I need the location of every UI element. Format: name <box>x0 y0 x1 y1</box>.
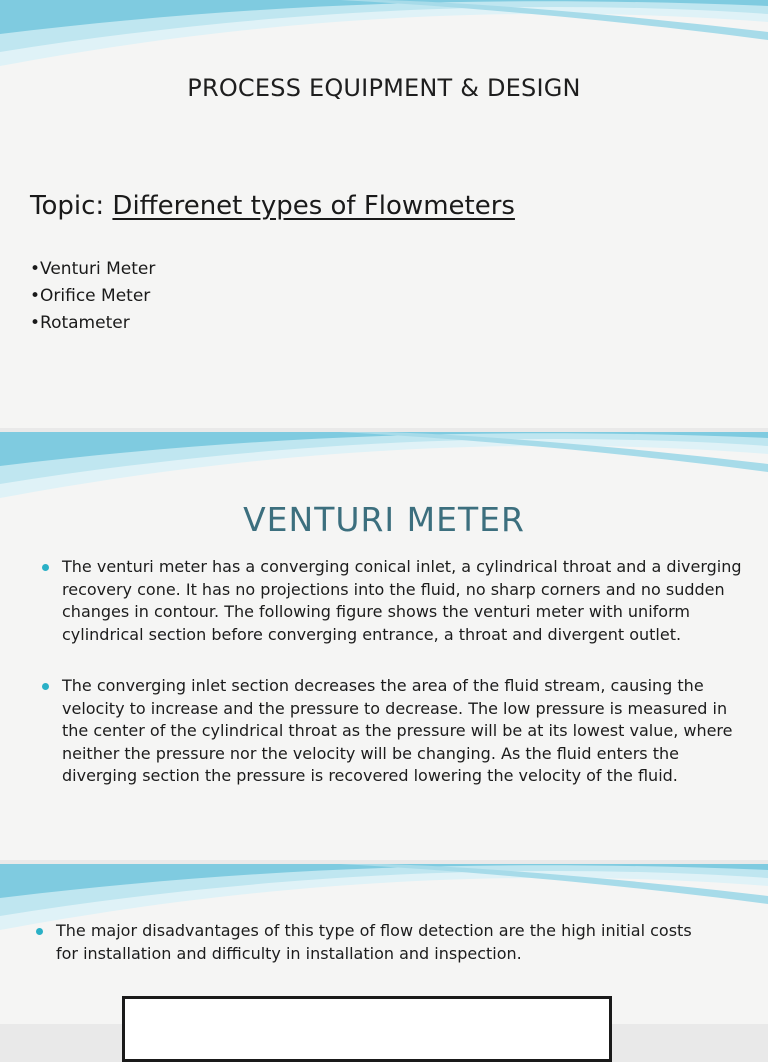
list-item: •Venturi Meter <box>30 259 156 279</box>
list-item: •Rotameter <box>30 313 130 333</box>
bullet-text: The major disadvantages of this type of flow detection are the high initial costs for installation and difficulty in installation and inspection. <box>56 921 692 963</box>
bullet-paragraph <box>56 920 706 965</box>
wave-decoration <box>0 0 768 80</box>
slide-title: VENTURI METER <box>243 500 525 539</box>
figure-frame <box>122 996 612 1062</box>
presentation-title: PROCESS EQUIPMENT & DESIGN <box>187 74 581 102</box>
topic-prefix: Topic: <box>30 191 113 221</box>
topic-heading <box>30 191 515 221</box>
list-item: •Orifice Meter <box>30 286 151 306</box>
slide-1 <box>0 0 768 428</box>
bullet-dot-icon <box>42 683 49 690</box>
bullet-dot-icon <box>42 564 49 571</box>
slide-2 <box>0 432 768 860</box>
bullet-text: The venturi meter has a converging conical inlet, a cylindrical throat and a diverging recovery cone. It has no projections into the fluid, no sharp corners and no sudden changes in contour. The following figure shows the venturi meter with uniform cylindrical section before converging entrance, a throat and divergent outlet. <box>62 557 742 644</box>
bullet-text: The converging inlet section decreases the area of the fluid stream, causing the velocity to increase and the pressure to decrease. The low pressure is measured in the center of the cylindrical throat as the pressure will be at its lowest value, where neither the pressure nor the velocity will be changing. As the fluid enters the diverging section the pressure is recovered lowering the velocity of the fluid. <box>62 676 733 785</box>
bullet-paragraph <box>62 675 752 788</box>
meter-list <box>30 256 155 337</box>
topic-text: Differenet types of Flowmeters <box>112 191 515 221</box>
bullet-paragraph <box>62 556 752 646</box>
bullet-dot-icon <box>36 928 43 935</box>
